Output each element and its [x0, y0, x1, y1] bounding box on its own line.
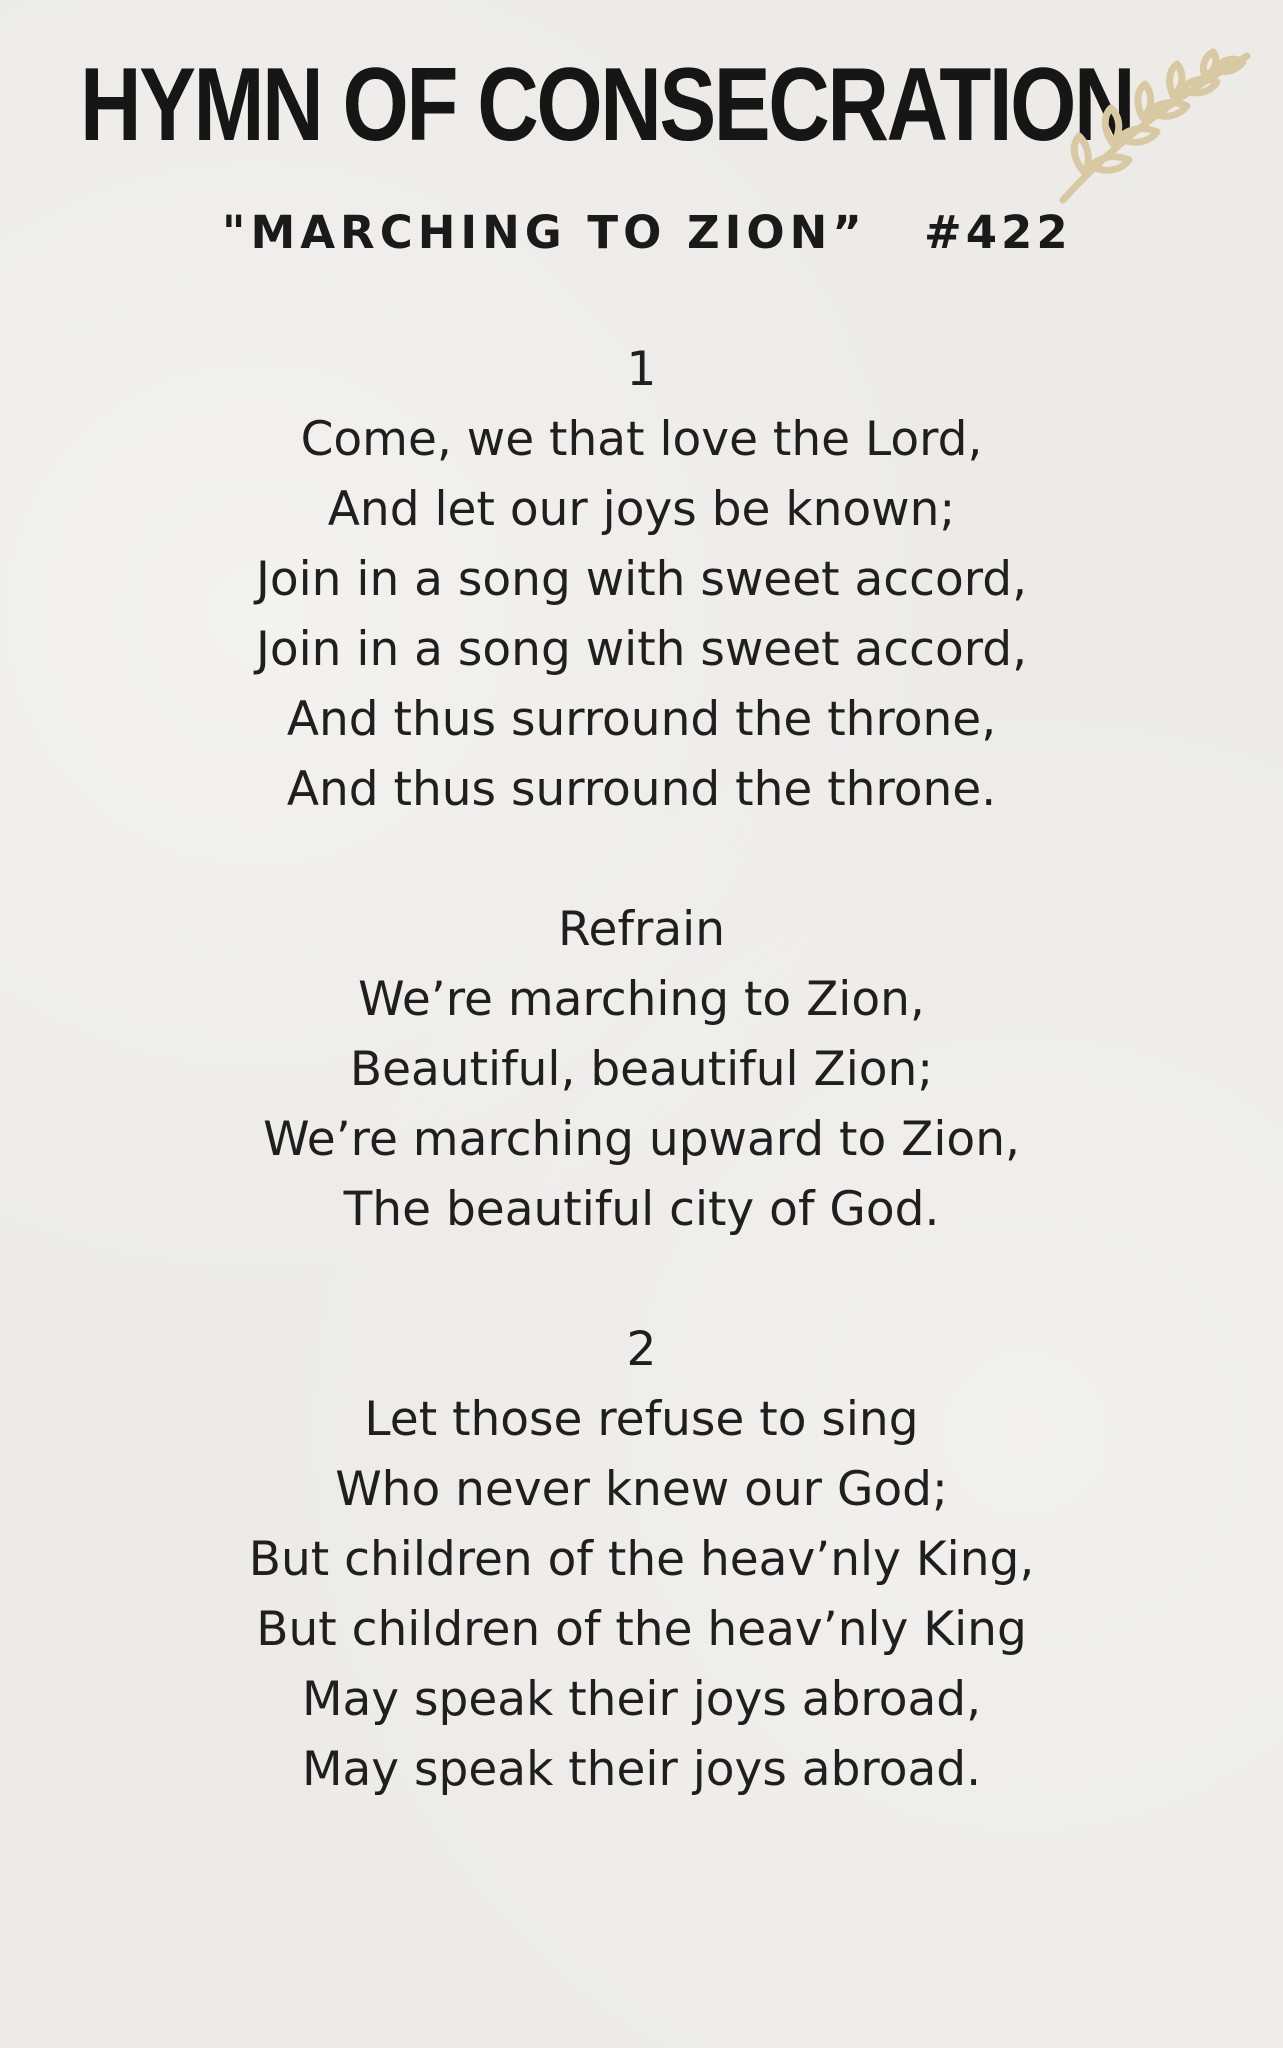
- lyric-line: We’re marching to Zion,: [358, 972, 925, 1027]
- refrain-label: Refrain: [558, 902, 725, 957]
- olive-branch-icon: [1055, 48, 1255, 208]
- lyric-line: Join in a song with sweet accord,: [255, 552, 1028, 607]
- lyric-line: And thus surround the throne,: [286, 692, 997, 747]
- hymn-number: #422: [924, 206, 1072, 259]
- stanza-2: [0, 1315, 1283, 1805]
- stanza-label: 1: [626, 342, 657, 397]
- page-title: HYMN OF CONSECRATION: [80, 47, 1134, 163]
- lyric-line: Beautiful, beautiful Zion;: [349, 1042, 934, 1097]
- lyric-line: But children of the heav’nly King: [256, 1602, 1027, 1657]
- lyric-line: But children of the heav’nly King,: [248, 1532, 1035, 1587]
- lyric-line: May speak their joys abroad.: [301, 1742, 982, 1797]
- lyric-line: We’re marching upward to Zion,: [263, 1112, 1020, 1167]
- lyric-line: Come, we that love the Lord,: [300, 412, 983, 467]
- lyric-line: Let those refuse to sing: [364, 1392, 919, 1447]
- stanza-label: 2: [626, 1322, 657, 1377]
- subtitle-row: [0, 205, 1283, 261]
- refrain: [0, 895, 1283, 1245]
- hymn-subtitle: "MARCHING TO ZION”: [222, 206, 867, 259]
- lyric-line: And thus surround the throne.: [286, 762, 997, 817]
- lyric-line: Join in a song with sweet accord,: [255, 622, 1028, 677]
- lyric-line: Who never knew our God;: [335, 1462, 948, 1517]
- lyrics: [0, 335, 1283, 1875]
- lyric-line: And let our joys be known;: [327, 482, 956, 537]
- lyric-line: The beautiful city of God.: [343, 1182, 940, 1237]
- stanza-1: [0, 335, 1283, 825]
- lyric-line: May speak their joys abroad,: [301, 1672, 982, 1727]
